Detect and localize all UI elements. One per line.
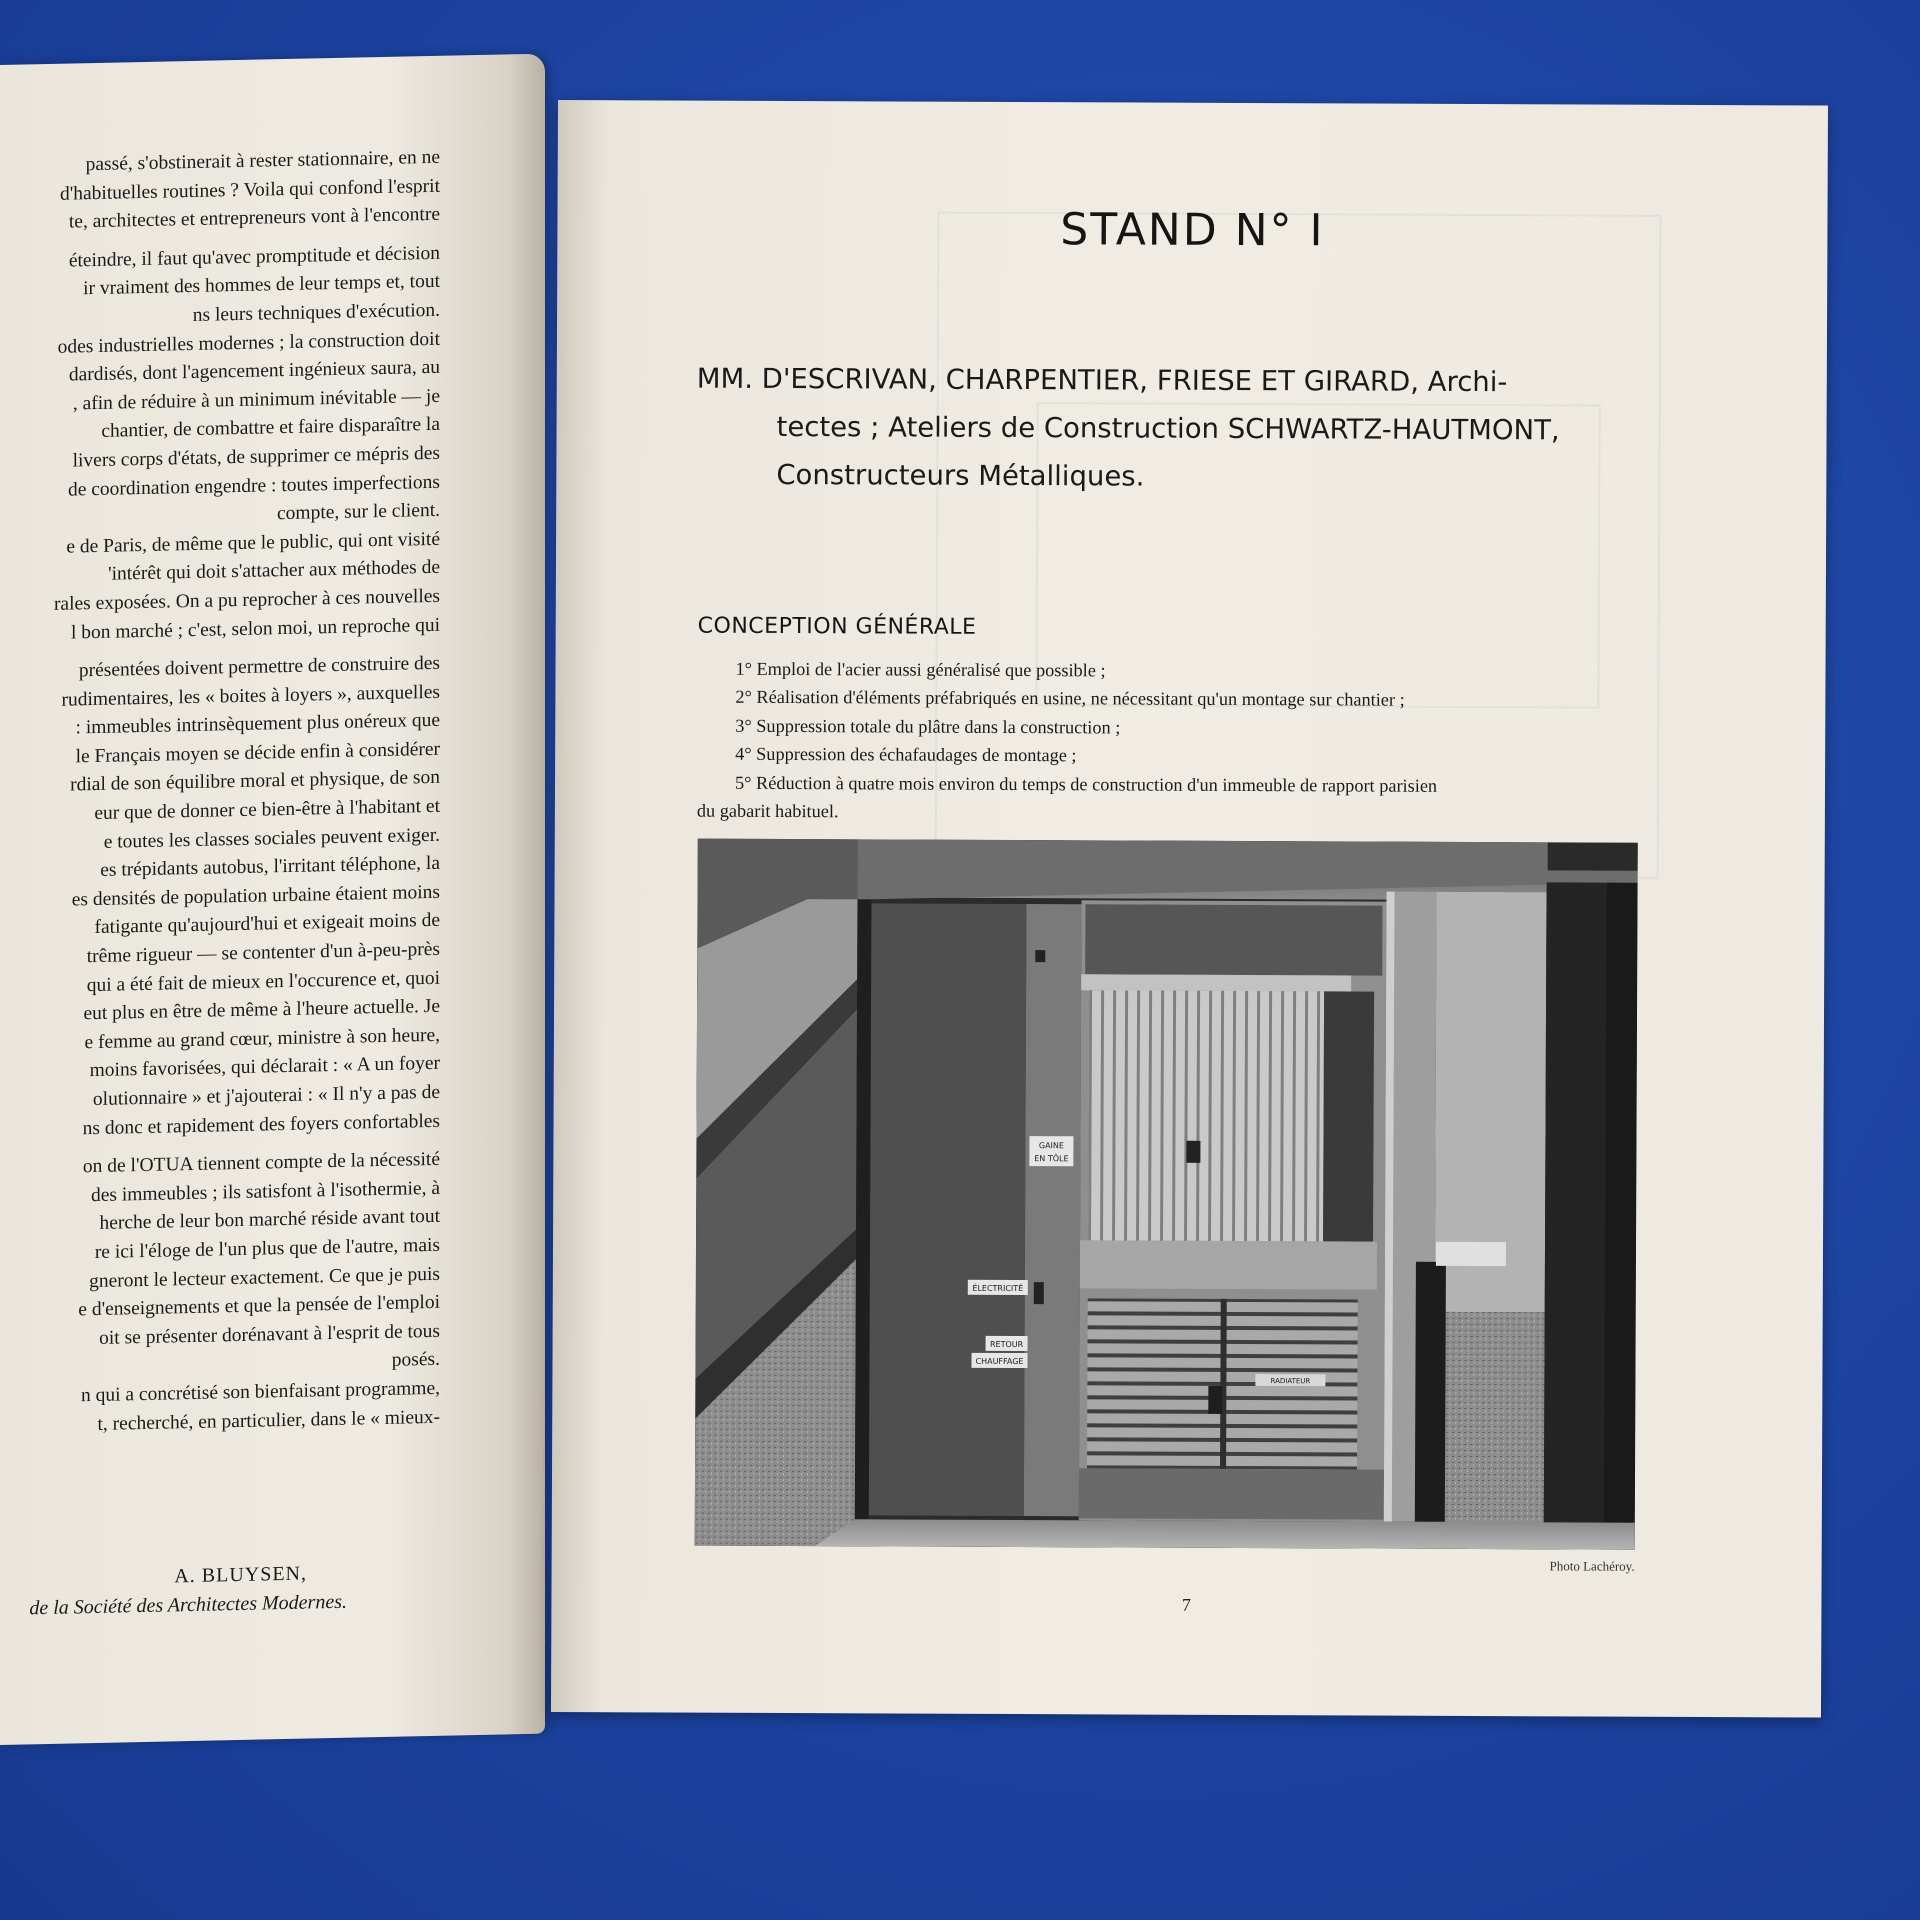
- left-text-line: 'intérêt qui doit s'attacher aux méthodes de: [108, 557, 440, 586]
- page-number: 7: [1181, 1594, 1191, 1615]
- right-page: [551, 100, 1828, 1718]
- concept-item: 2° Réalisation d'éléments préfabriqués en usine, ne nécessitant qu'un montage sur chantier ;: [735, 687, 1405, 711]
- left-text-line: e femme au grand cœur, ministre à son heure,: [84, 1024, 440, 1054]
- left-text-line: de coordination engendre : toutes imperfections: [67, 471, 440, 501]
- left-text-line: es trépidants autobus, l'irritant téléphone, la: [100, 853, 440, 882]
- left-text-line: , afin de réduire à un minimum inévitable — je: [72, 385, 440, 415]
- left-text-line: trême rigueur — se contenter d'un à-peu-près: [86, 938, 440, 968]
- photo-label: RETOUR: [989, 1339, 1024, 1350]
- left-text-line: éteindre, il faut qu'avec promptitude et décision: [68, 242, 440, 272]
- photo-label: CHAUFFAGE: [975, 1356, 1024, 1367]
- photo-label: ÉLECTRICITÉ: [972, 1283, 1024, 1294]
- left-text-line: odes industrielles modernes ; la construction doit: [57, 328, 440, 358]
- left-text-line: gneront le lecteur exactement. Ce que je puis: [89, 1263, 440, 1292]
- left-text-line: e d'enseignements et que la pensée de l'emploi: [78, 1291, 440, 1321]
- concept-item: 1° Emploi de l'acier aussi généralisé que possible ;: [735, 658, 1106, 681]
- left-text-line: herche de leur bon marché réside avant tout: [99, 1206, 440, 1235]
- left-text-line: des immeubles ; ils satisfont à l'isothermie, à: [90, 1177, 440, 1206]
- photo-label: EN TÔLE: [1034, 1154, 1069, 1164]
- stand-title: STAND N° I: [1060, 204, 1325, 257]
- left-text-line: présentées doivent permettre de construire des: [78, 652, 440, 682]
- left-text-line: eut plus en être de même à l'heure actuelle. Je: [83, 996, 440, 1025]
- architects-credit: [696, 355, 1597, 503]
- photo-credit: Photo Lachéroy.: [1549, 1558, 1635, 1574]
- left-text-line: qui a été fait de mieux en l'occurence et, quoi: [86, 967, 440, 996]
- left-page-text: [0, 144, 440, 1441]
- left-text-line: passé, s'obstinerait à rester stationnaire, en ne: [85, 146, 440, 176]
- section-title: CONCEPTION GÉNÉRALE: [697, 613, 977, 640]
- left-text-line: le Français moyen se décide enfin à considérer: [75, 738, 440, 768]
- left-text-line: ns leurs techniques d'exécution.: [192, 299, 440, 326]
- concept-item: du gabarit habituel.: [696, 800, 839, 822]
- left-text-line: e de Paris, de même que le public, qui ont visité: [66, 528, 440, 558]
- left-text-line: rudimentaires, les « boites à loyers », auxquelles: [61, 681, 440, 711]
- left-text-line: olutionnaire » et j'ajouterai : « Il n'y a pas de: [92, 1081, 440, 1111]
- photo-label: RADIATEUR: [1270, 1377, 1311, 1386]
- left-text-line: eur que de donner ce bien-être à l'habitant et: [94, 795, 440, 825]
- stand-photo: [695, 839, 1638, 1550]
- left-text-line: te, architectes et entrepreneurs vont à l'encontre: [68, 203, 440, 233]
- left-text-line: t, recherché, en particulier, dans le « mieux-: [97, 1406, 440, 1435]
- concept-item: 3° Suppression totale du plâtre dans la construction ;: [735, 715, 1121, 738]
- left-text-line: livers corps d'états, de supprimer ce mépris des: [72, 442, 440, 472]
- left-text-line: d'habituelles routines ? Voila qui confond l'esprit: [60, 175, 440, 205]
- left-text-line: : immeubles intrinsèquement plus onéreux que: [75, 710, 440, 739]
- left-text-line: re ici l'éloge de l'un plus que de l'autre, mais: [94, 1234, 440, 1263]
- signature-name: A. BLUYSEN,: [174, 1562, 307, 1588]
- left-text-line: oit se présenter dorénavant à l'esprit de tous: [99, 1320, 440, 1349]
- photo-label: GAINE: [1038, 1141, 1065, 1151]
- concept-list: [697, 655, 1638, 830]
- left-text-line: on de l'OTUA tiennent compte de la nécessité: [82, 1148, 440, 1178]
- stand-photo-drawing: [695, 839, 1638, 1550]
- left-text-line: dardisés, dont l'agencement ingénieux saura, au: [68, 356, 440, 386]
- left-text-line: ir vraiment des hommes de leur temps et, tout: [83, 271, 440, 300]
- left-text-line: moins favorisées, qui déclarait : « A un foyer: [89, 1053, 440, 1082]
- left-page: [0, 54, 545, 1745]
- left-text-line: e toutes les classes sociales peuvent exiger.: [103, 824, 440, 853]
- left-text-line: chantier, de combattre et faire disparaître la: [101, 414, 440, 443]
- architects-line: MM. D'ESCRIVAN, CHARPENTIER, FRIESE ET GIRARD, Archi-: [696, 362, 1508, 399]
- left-text-line: l bon marché ; c'est, selon moi, un reproche qui: [70, 614, 440, 644]
- left-text-line: rales exposées. On a pu reprocher à ces nouvelles: [53, 585, 440, 615]
- architects-line: Constructeurs Métalliques.: [776, 458, 1145, 493]
- concept-item: 4° Suppression des échafaudages de montage ;: [735, 743, 1077, 766]
- concept-item: 5° Réduction à quatre mois environ du temps de construction d'un immeuble de rapport parisien: [734, 772, 1438, 796]
- signature-block: [7, 1562, 347, 1621]
- left-text-line: n qui a concrétisé son bienfaisant programme,: [80, 1377, 440, 1407]
- left-text-line: posés.: [391, 1349, 440, 1372]
- left-text-line: es densités de population urbaine étaient moins: [71, 881, 440, 911]
- architects-line: tectes ; Ateliers de Construction SCHWARTZ-HAUTMONT,: [776, 410, 1560, 447]
- signature-role: de la Société des Architectes Modernes.: [29, 1590, 347, 1620]
- left-text-line: rdial de son équilibre moral et physique, de son: [70, 767, 440, 796]
- left-text-line: ns donc et rapidement des foyers confortables: [82, 1110, 440, 1139]
- left-text-line: compte, sur le client.: [277, 499, 440, 525]
- left-text-line: fatigante qu'aujourd'hui et exigeait moins de: [94, 910, 440, 939]
